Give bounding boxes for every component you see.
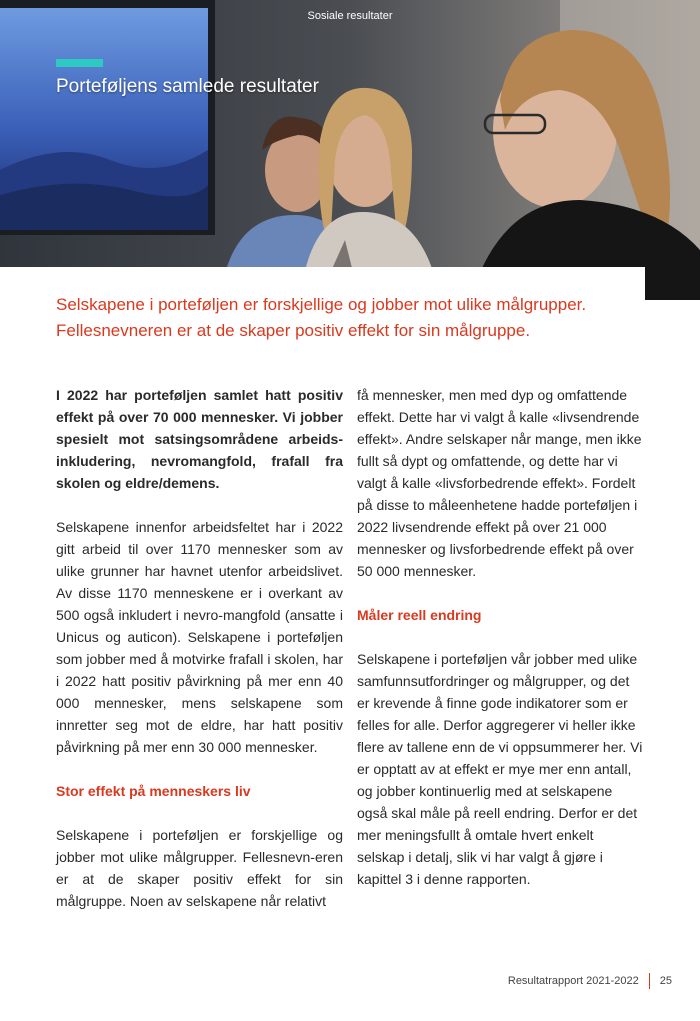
meeting-photo-illustration — [0, 0, 700, 300]
body-paragraph: Selskapene i porteføljen vår jobber med ulike samfunnsutfordringer og målgrupper, og det er krevende å finne gode indikatorer som er felles for alle. Derfor aggregerer vi heller ikke flere av tallene enn de vi oppsummerer her. Vi er opptatt av at effekt er mye mer enn antall, og jobber kontinuerlig med at selskapene også skal måle på reell endring. Derfor er det mer meningsfullt å omtale hvert enkelt selskap i detalj, slik vi har valgt å gjøre i kapittel 3 i denne rapporten. — [357, 651, 643, 887]
accent-bar — [56, 59, 103, 67]
body-paragraph: få mennesker, men med dyp og omfattende effekt. Dette har vi valgt å kalle «livsendrende effekt». Andre selskaper når mange, men ikke fullt så dypt og omfattende, og dette har vi valgt å kalle «livsforbedrende effekt». Fordelt på disse to måleenhetene hadde porteføljen i 2022 livsendrende effekt på over 21 000 mennesker og livsforbedrende effekt på over 50 000 mennesker. — [357, 387, 642, 579]
page-footer — [508, 973, 672, 989]
hero-photo — [0, 0, 700, 300]
footer-divider — [649, 973, 650, 989]
section-label: Sosiale resultater — [307, 10, 393, 22]
right-column — [357, 384, 644, 912]
page-number: 25 — [659, 975, 672, 987]
page-title: Porteføljens samlede resultater — [56, 76, 319, 97]
report-name: Resultatrapport 2021-2022 — [507, 975, 639, 987]
left-column — [56, 384, 343, 934]
body-paragraph: Selskapene innenfor arbeidsfeltet har i 2022 gitt arbeid til over 1170 mennesker som av ulike grunner har havnet utenfor arbeidslivet. Av disse 1170 menneskene er i overkant av 500 også inkludert i nevro-mangfold (ansatte i Unicus og auticon). Selskapene i porteføljen som jobber med å motvirke frafall i skolen, har i 2022 hatt positiv påvirkning på mer enn 40 000 mennesker, mens selskapene som innretter seg mot de eldre, har hatt positiv påvirkning på mer enn 30 000 mennesker. — [56, 519, 343, 755]
subheading: Stor effekt på menneskers liv — [56, 783, 251, 799]
body-paragraph: Selskapene i porteføljen er forskjellige og jobber mot ulike målgrupper. Fellesnevn-eren er at de skaper positiv effekt for sin målgruppe. Noen av selskapene når relativt — [56, 827, 343, 909]
intro-paragraph: I 2022 har porteføljen samlet hatt positiv effekt på over 70 000 mennesker. Vi jobber spesielt mot satsingsområdene arbeids-inkludering, nevromangfold, frafall fra skolen og eldre/demens. — [56, 387, 343, 491]
subheading: Måler reell endring — [357, 607, 482, 623]
lead-paragraph: Selskapene i porteføljen er forskjellige og jobber mot ulike målgrupper. Fellesnevneren er at de skaper positiv effekt for sin målgruppe. — [56, 295, 587, 340]
